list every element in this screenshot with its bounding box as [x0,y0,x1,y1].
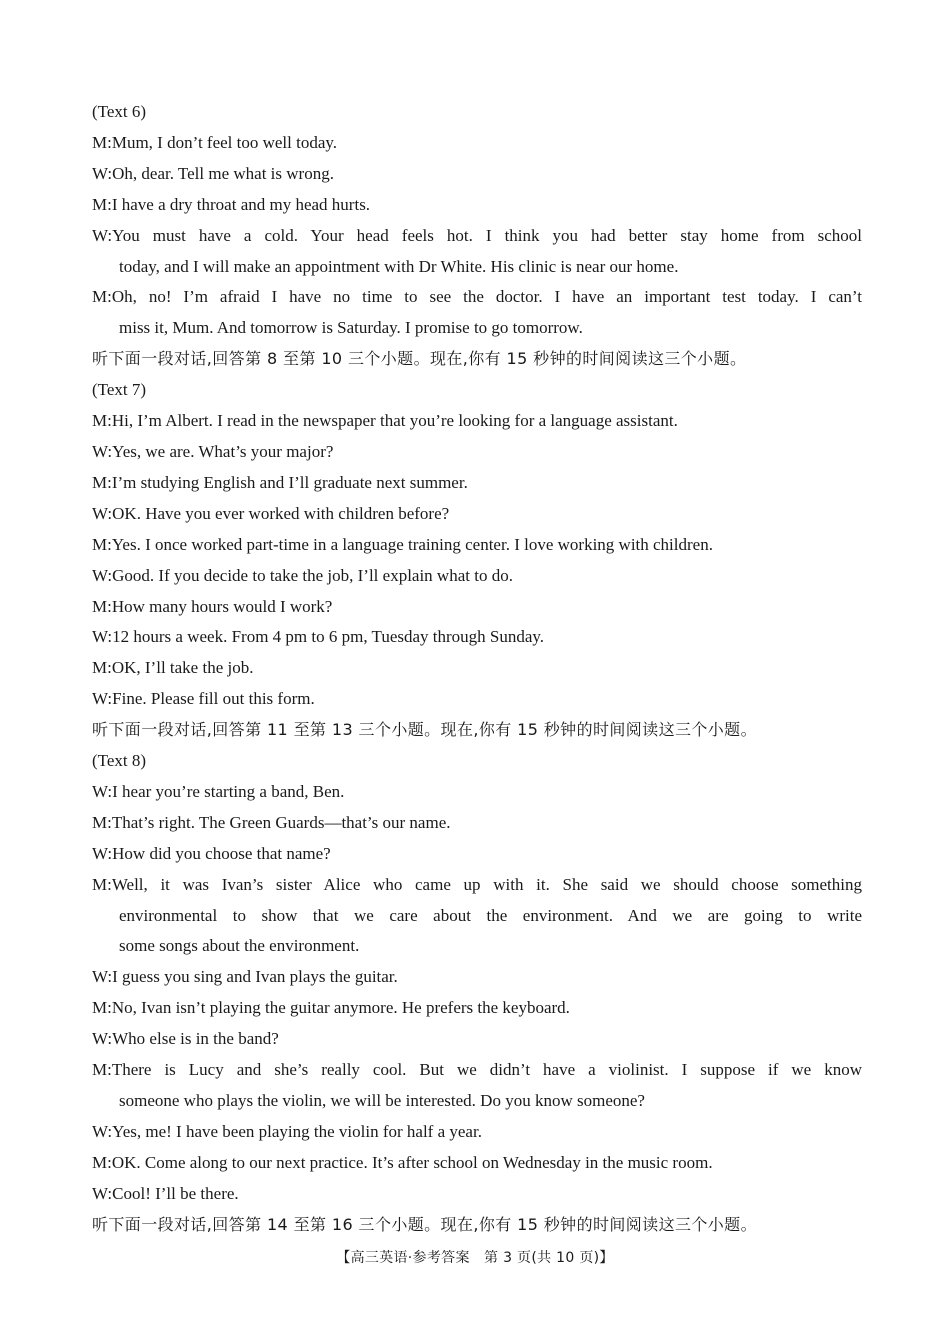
dialogue-line: M:I have a dry throat and my head hurts. [92,194,371,214]
dialogue-line-continued: today, and I will make an appointment with Dr White. His clinic is near our home. [119,256,679,276]
page-footer: 【高三英语·参考答案 第 3 页(共 10 页)】 [336,1250,614,1266]
dialogue-line-continued: some songs about the environment. [119,936,360,956]
dialogue-line-continued: someone who plays the violin, we will be interested. Do you know someone? [119,1091,645,1110]
document-body [92,97,862,1241]
dialogue-line: M:OK, I’ll take the job. [92,658,254,678]
dialogue-line: M:That’s right. The Green Guards—that’s our name. [92,812,451,832]
instruction-line: 听下面一段对话,回答第 14 至第 16 三个小题。现在,你有 15 秒钟的时间阅读这三个小题。 [92,1214,757,1234]
dialogue-line: W:Cool! I’ll be there. [92,1183,239,1203]
dialogue-line: W:How did you choose that name? [92,843,331,863]
instruction-line: 听下面一段对话,回答第 11 至第 13 三个小题。现在,你有 15 秒钟的时间阅读这三个小题。 [92,720,757,740]
section-heading-text-6: (Text 6) [92,102,147,121]
dialogue-line: M:OK. Come along to our next practice. It’s after school on Wednesday in the music room. [92,1152,713,1172]
dialogue-line: W:Yes, me! I have been playing the violin for half a year. [92,1121,482,1141]
dialogue-line: M:I’m studying English and I’ll graduate next summer. [92,472,468,492]
dialogue-line: M:How many hours would I work? [92,596,333,616]
dialogue-line: M:Mum, I don’t feel too well today. [92,132,338,152]
dialogue-line: W:OK. Have you ever worked with children before? [92,503,450,523]
dialogue-line: M:There is Lucy and she’s really cool. But we didn’t have a violinist. I suppose if we know [92,1060,862,1080]
dialogue-line: W:I hear you’re starting a band, Ben. [92,781,345,801]
dialogue-line: W:Fine. Please fill out this form. [92,689,315,709]
dialogue-line: M:Oh, no! I’m afraid I have no time to see the doctor. I have an important test today. I can’t [92,287,862,307]
dialogue-line: M:No, Ivan isn’t playing the guitar anymore. He prefers the keyboard. [92,998,570,1018]
dialogue-line: W:I guess you sing and Ivan plays the guitar. [92,967,398,987]
dialogue-line: M:Yes. I once worked part-time in a language training center. I love working with children. [92,534,713,554]
dialogue-line: M:Hi, I’m Albert. I read in the newspaper that you’re looking for a language assistant. [92,411,678,431]
dialogue-line: W:12 hours a week. From 4 pm to 6 pm, Tuesday through Sunday. [92,627,545,647]
section-heading-text-7: (Text 7) [92,380,147,400]
instruction-line: 听下面一段对话,回答第 8 至第 10 三个小题。现在,你有 15 秒钟的时间阅读这三个小题。 [92,349,747,369]
dialogue-line: W:You must have a cold. Your head feels hot. I think you had better stay home from school [92,225,862,245]
dialogue-line: W:Yes, we are. What’s your major? [92,441,334,461]
dialogue-line-continued: miss it, Mum. And tomorrow is Saturday. I promise to go tomorrow. [119,318,583,338]
dialogue-line: W:Good. If you decide to take the job, I’ll explain what to do. [92,565,513,585]
dialogue-line: W:Oh, dear. Tell me what is wrong. [92,163,334,183]
dialogue-line: M:Well, it was Ivan’s sister Alice who came up with it. She said we should choose something [92,874,862,894]
dialogue-line: W:Who else is in the band? [92,1029,279,1049]
dialogue-line-continued: environmental to show that we care about the environment. And we are going to write [119,905,862,925]
section-heading-text-8: (Text 8) [92,751,147,771]
